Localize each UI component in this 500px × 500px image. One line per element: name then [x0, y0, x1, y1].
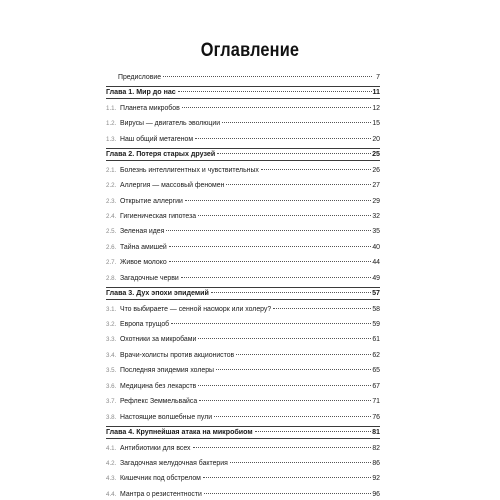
toc-entry-label: Кишечник под обстрелом [120, 475, 201, 483]
toc-chapter-row [106, 147, 380, 162]
toc-entry-label: Рефлекс Земмельвайса [120, 398, 198, 406]
toc-chapter-title: Глава 2. Потеря старых друзей [106, 150, 216, 159]
toc-dot-leader [169, 261, 372, 262]
toc-dot-leader [195, 138, 371, 139]
toc-page-number: 11 [372, 88, 380, 97]
toc-dot-leader [236, 354, 371, 355]
toc-section-number: 2.7. [106, 259, 117, 267]
toc-section-number: 4.1. [106, 444, 117, 452]
toc-section-row [106, 194, 380, 209]
toc-page-number: 44 [372, 259, 380, 267]
toc-dot-leader [198, 385, 371, 386]
toc-page-number: 25 [372, 150, 380, 159]
toc-chapter-row [106, 85, 380, 100]
toc-section-number: 3.3. [106, 336, 117, 344]
toc-page-number: 71 [372, 398, 380, 406]
toc-entry-label: Вирусы — двигатель эволюции [120, 120, 221, 128]
toc-dot-leader [185, 200, 372, 201]
toc-section-number: 2.6. [106, 243, 117, 251]
toc-entry-label: Гигиеническая гипотеза [120, 212, 197, 220]
toc-chapter-title: Глава 3. Дух эпохи эпидемий [106, 289, 209, 298]
toc-section-row [106, 471, 380, 486]
toc-section-row [106, 271, 380, 286]
toc-page-number: 40 [372, 243, 380, 251]
toc-section-number: 3.4. [106, 351, 117, 359]
toc-chapter-title: Глава 1. Мир до нас [106, 88, 176, 97]
toc-page-number: 67 [372, 382, 380, 390]
toc-page-number: 58 [372, 305, 380, 313]
toc-page-number: 20 [372, 135, 380, 143]
toc-entry-label: Планета микробов [120, 104, 180, 112]
toc-page-number: 82 [372, 444, 380, 452]
toc-section-number: 3.6. [106, 382, 117, 390]
toc-dot-leader [211, 292, 371, 293]
toc-entry-label: Аллергия — массовый феномен [120, 182, 225, 190]
toc-dot-leader [199, 400, 371, 401]
toc-chapter-row [106, 425, 380, 440]
toc-section-number: 2.2. [106, 182, 117, 190]
toc-dot-leader [203, 477, 371, 478]
toc-page-number: 57 [372, 289, 380, 298]
toc-page-number: 15 [372, 120, 380, 128]
toc-section-number: 1.3. [106, 135, 117, 143]
toc-section-number: 4.4. [106, 490, 117, 498]
toc-page-number: 86 [372, 459, 380, 467]
toc-chapter-title: Глава 4. Крупнейшая атака на микробиом [106, 428, 253, 437]
toc-section-number: 2.4. [106, 212, 117, 220]
toc-section-row [106, 363, 380, 378]
toc-section-row [106, 224, 380, 239]
toc-section-row [106, 132, 380, 147]
toc-entry-label: Антибиотики для всех [120, 444, 191, 452]
toc-dot-leader [163, 76, 372, 77]
toc-entry-label: Живое молоко [120, 259, 167, 267]
toc-section-number: 3.7. [106, 398, 117, 406]
toc-section-row [106, 410, 380, 425]
toc-entry-label: Тайна амишей [120, 243, 167, 251]
toc-dot-leader [166, 230, 371, 231]
toc-section-row [106, 255, 380, 270]
toc-entry-label: Что выбираете — сенной насморк или холеру? [120, 305, 272, 313]
toc-entry-label: Зеленая идея [120, 228, 165, 236]
toc-dot-leader [226, 184, 371, 185]
toc-page-number: 92 [372, 475, 380, 483]
toc-intro-row [106, 70, 380, 85]
toc-entry-label: Медицина без лекарств [120, 382, 197, 390]
toc-dot-leader [214, 416, 371, 417]
toc-dot-leader [169, 246, 372, 247]
toc-section-row [106, 101, 380, 116]
toc-page-number: 32 [372, 212, 380, 220]
toc-section-row [106, 441, 380, 456]
toc-section-number: 4.3. [106, 475, 117, 483]
toc-page-number: 76 [372, 413, 380, 421]
toc-chapter-row [106, 286, 380, 301]
toc-page-number: 61 [372, 336, 380, 344]
toc-dot-leader [255, 431, 371, 432]
toc-page-number: 59 [372, 321, 380, 328]
toc-section-number: 1.1. [106, 104, 117, 112]
toc-entry-label: Настоящие волшебные пули [120, 413, 213, 421]
toc-page-number: 12 [372, 104, 380, 112]
toc-dot-leader [193, 447, 372, 448]
toc-page-number: 96 [372, 490, 380, 498]
toc-page-number: 27 [372, 182, 380, 190]
toc-dot-leader [222, 122, 371, 123]
toc-page-number: 7 [376, 74, 380, 81]
toc-entry-label: Предисловие [118, 74, 162, 81]
toc-section-number: 3.1. [106, 305, 117, 313]
toc-page-number: 65 [372, 367, 380, 375]
toc-section-number: 3.8. [106, 413, 117, 421]
toc-entry-label: Наш общий метагеном [120, 135, 194, 143]
toc-page-number: 29 [372, 197, 380, 205]
toc-entry-label: Охотники за микробами [120, 336, 197, 344]
toc-section-number: 1.2. [106, 120, 117, 128]
toc-page-number: 81 [372, 428, 380, 437]
toc-dot-leader [171, 323, 371, 324]
toc-section-row [106, 240, 380, 255]
toc-section-row [106, 163, 380, 178]
toc-entry-label: Европа трущоб [120, 321, 170, 328]
toc-entry-label: Загадочные черви [120, 274, 179, 282]
toc-section-row [106, 302, 380, 317]
toc-dot-leader [230, 462, 372, 463]
toc-dot-leader [261, 169, 371, 170]
toc-page-number: 35 [372, 228, 380, 236]
toc-section-number: 3.5. [106, 367, 117, 375]
toc-dot-leader [181, 277, 372, 278]
toc-page-number: 62 [372, 351, 380, 359]
toc-section-row [106, 456, 380, 471]
toc-dot-leader [217, 153, 371, 154]
toc-entry-label: Болезнь интеллигентных и чувствительных [120, 166, 259, 174]
toc-entry-label: Мантра о резистентности [120, 490, 202, 498]
toc-dot-leader [204, 493, 371, 494]
toc-section-row [106, 178, 380, 193]
toc-section-number: 3.2. [106, 321, 117, 328]
page-title: Оглавление [200, 40, 300, 61]
toc-dot-leader [198, 338, 371, 339]
toc-page-number: 49 [372, 274, 380, 282]
toc-entry-label: Последняя эпидемия холеры [120, 367, 215, 375]
toc-page-number: 26 [372, 166, 380, 174]
toc-section-number: 4.2. [106, 459, 117, 467]
toc-section-row [106, 332, 380, 347]
toc-section-number: 2.3. [106, 197, 117, 205]
toc-entry-label: Врачи-холисты против акционистов [120, 351, 235, 359]
toc-section-row [106, 394, 380, 409]
toc-section-row [106, 317, 380, 332]
toc-dot-leader [216, 369, 371, 370]
toc-dot-leader [273, 308, 371, 309]
toc-section-number: 2.1. [106, 166, 117, 174]
toc-section-number: 2.5. [106, 228, 117, 236]
toc-section-row [106, 348, 380, 363]
toc-section-number: 2.8. [106, 274, 117, 282]
toc-section-row [106, 487, 380, 500]
table-of-contents [106, 70, 380, 500]
toc-entry-label: Открытие аллергии [120, 197, 183, 205]
toc-dot-leader [182, 107, 372, 108]
toc-entry-label: Загадочная желудочная бактерия [120, 459, 228, 467]
toc-section-row [106, 379, 380, 394]
toc-dot-leader [178, 91, 372, 92]
toc-section-row [106, 116, 380, 131]
toc-section-row [106, 209, 380, 224]
toc-dot-leader [198, 215, 371, 216]
